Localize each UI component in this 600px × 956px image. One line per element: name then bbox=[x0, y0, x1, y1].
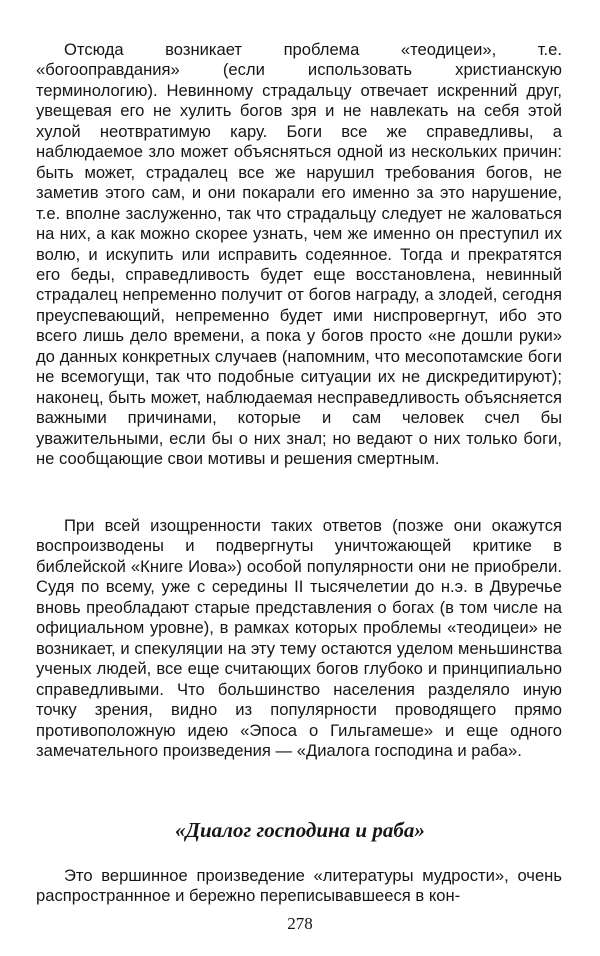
page-number: 278 bbox=[287, 914, 313, 933]
paragraph-theodicy: Отсюда возникает проблема «теодицеи», т.е. «богооправдания» (если использовать христианскую терминологию). Невинному страдальцу отвечает искренний друг, увещевая его не хулить богов зря и не навлекать на себя этой хулой неотвратимую кару. Боги все же справедливы, а наблюдаемое зло может объясняться одной из нескольких причин: быть может, страдалец все же нарушил требования богов, не заметив этого сам, и они покарали его именно за это нарушение, т.е. вполне заслуженно, так что страдальцу следует не жаловаться на них, а как можно скорее узнать, чем же именно он преступил их волю, и искупить или исправить содеянное. Тогда и прекратятся его беды, справедливость будет еще восстановлена, невинный страдалец непременно получит от богов награду, а злодей, сегодня преуспевающий, непременно будет ими ниспровергнут, ибо это всего лишь дело времени, а пока у богов просто «не дошли руки» до данных конкретных случаев (напомним, что месопотамские боги не всемогущи, так что подобные ситуации их не дискредитируют); наконец, быть может, наблюдаемая несправедливость объясняется важными причинами, которые и сам человек счел бы уважительными, если бы о них знал; но ведают о них только боги, не сообщающие свои мотивы и решения смертным. bbox=[36, 40, 562, 469]
paragraph-dialogue-intro: Это вершинное произведение «литературы мудрости», очень распространнное и бережно переписывавшееся в кон- bbox=[36, 866, 562, 906]
section-heading: «Диалог господина и раба» bbox=[175, 818, 425, 842]
paragraph-answers: При всей изощренности таких ответов (позже они окажутся воспроизводены и подвергнуты уничтожающей критике в библейской «Книге Иова») особой популярности они не приобрели. Судя по всему, уже с середины II тысячелетии до н.э. в Двуречье вновь преобладают старые представления о богах (в том числе на официальном уровне), в рамках которых проблемы «теодицеи» не возникает, и спекуляции на эту тему остаются уделом меньшинства ученых людей, все еще считающих богов глубоко и принципиально справедливыми. Что большинство населения разделяло иную точку зрения, видно из популярности проводящего прямо противоположную идею «Эпоса о Гильгамеше» и еще одного замечательного произведения — «Диалога господина и раба». bbox=[36, 516, 562, 760]
